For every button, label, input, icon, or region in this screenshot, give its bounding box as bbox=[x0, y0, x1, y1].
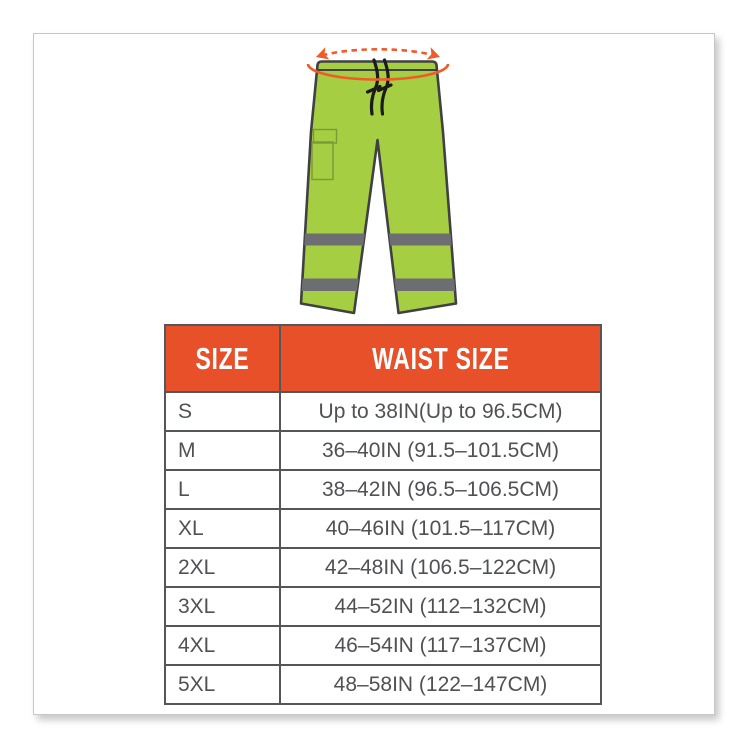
table-row bbox=[165, 392, 601, 431]
hi-vis-pants-illustration bbox=[295, 43, 463, 319]
size-cell: 4XL bbox=[165, 626, 280, 665]
waist-cell: 44–52IN (112–132CM) bbox=[280, 587, 601, 626]
size-cell: 5XL bbox=[165, 665, 280, 704]
waist-cell: Up to 38IN(Up to 96.5CM) bbox=[280, 392, 601, 431]
waist-cell: 48–58IN (122–147CM) bbox=[280, 665, 601, 704]
size-cell: L bbox=[165, 470, 280, 509]
table-row bbox=[165, 626, 601, 665]
waist-cell: 36–40IN (91.5–101.5CM) bbox=[280, 431, 601, 470]
table-row bbox=[165, 470, 601, 509]
size-cell: M bbox=[165, 431, 280, 470]
size-column-header bbox=[165, 325, 280, 392]
product-card bbox=[33, 33, 715, 715]
measure-arc-back-dashed bbox=[322, 49, 434, 55]
table-row bbox=[165, 509, 601, 548]
size-header-label: SIZE bbox=[195, 340, 250, 376]
waist-cell: 40–46IN (101.5–117CM) bbox=[280, 509, 601, 548]
size-cell: 3XL bbox=[165, 587, 280, 626]
waist-cell: 42–48IN (106.5–122CM) bbox=[280, 548, 601, 587]
table-row bbox=[165, 587, 601, 626]
waist-cell: 38–42IN (96.5–106.5CM) bbox=[280, 470, 601, 509]
reflective-stripe-lower bbox=[295, 279, 463, 292]
table-row bbox=[165, 548, 601, 587]
size-cell: 2XL bbox=[165, 548, 280, 587]
waist-cell: 46–54IN (117–137CM) bbox=[280, 626, 601, 665]
waist-size-header-label: WAIST SIZE bbox=[371, 340, 510, 376]
size-cell: XL bbox=[165, 509, 280, 548]
size-table bbox=[164, 324, 602, 705]
header-row bbox=[165, 325, 601, 392]
reflective-stripe-upper bbox=[295, 234, 463, 246]
pants-body bbox=[301, 62, 456, 314]
table-row bbox=[165, 431, 601, 470]
table-row bbox=[165, 665, 601, 704]
waist-size-column-header bbox=[280, 325, 601, 392]
size-cell: S bbox=[165, 392, 280, 431]
